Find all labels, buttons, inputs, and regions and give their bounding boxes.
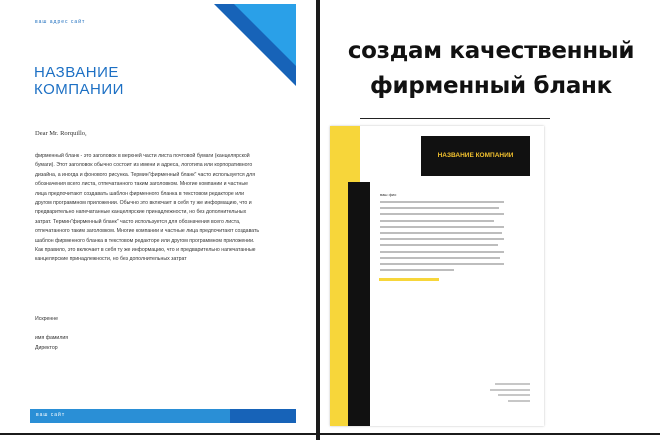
- vertical-divider: [318, 0, 320, 440]
- signer-name: имя фамилия: [35, 335, 69, 341]
- letterhead-sample: [0, 0, 318, 440]
- contact-line: [498, 394, 531, 396]
- sample-greeting: ваш фио: [380, 192, 397, 197]
- text-line: [380, 263, 504, 265]
- text-line: [380, 244, 498, 246]
- bottom-border: [0, 433, 660, 435]
- greeting: Dear Mr. Rorquillo,: [35, 130, 87, 137]
- address-text: ваш адрес сайт: [35, 19, 86, 25]
- footer-text: ваш сайт: [36, 412, 66, 418]
- contact-line: [508, 400, 531, 402]
- sample-text-lines: [380, 201, 504, 275]
- text-line: [380, 238, 504, 240]
- yellow-accent-line: [379, 278, 439, 281]
- text-line: [380, 220, 494, 222]
- promo-headline: [322, 34, 660, 104]
- text-line: [380, 257, 500, 259]
- headline-underline: [360, 118, 550, 119]
- contact-line: [495, 383, 530, 385]
- corner-triangle-light: [234, 4, 296, 66]
- signer-title: Директор: [35, 345, 58, 351]
- sample-document: [330, 126, 544, 426]
- footer-bar-accent: [230, 409, 296, 423]
- contact-lines: [480, 383, 530, 405]
- text-line: [380, 207, 499, 209]
- headline-line-1: создам качественный: [347, 38, 635, 64]
- text-line: [380, 226, 504, 228]
- text-line: [380, 251, 504, 253]
- text-line: [380, 201, 504, 203]
- company-name: НАЗВАНИЕ КОМПАНИИ: [34, 64, 124, 98]
- sample-company-name: НАЗВАНИЕ КОМПАНИИ: [437, 152, 514, 159]
- text-line: [380, 213, 504, 215]
- text-line: [380, 269, 454, 271]
- black-stripe: [348, 182, 370, 426]
- sign-off: Искренне: [35, 316, 58, 322]
- contact-line: [490, 389, 530, 391]
- headline-line-2: фирменный бланк: [370, 73, 612, 99]
- letter-body: фирменный бланк - это заголовок в верхней части листа почтовой бумаги (канцелярской бумаги). Этот заголовок обычно состоит из имени и адреса, логотипа или корпоративного дизайна, а иногда и фонового рисунка. Термин"фирменный бланк" часто используется для обозначения всего листа, отпечатанного таким заголовком. Многие компании и частные лица предпочитают создавать шаблон фирменного бланка в текстовом редакторе или другом программном приложении. Обычно это включает в себя ту же информацию, что и предварительно напечатанные канцелярские принадлежности, но без дополнительных затрат. Термин"фирменный бланк" часто используется для обозначения всего листа, отпечатанного таким заголовком. Многие компании и частные лица предпочитают создавать шаблон фирменного бланка в текстовом редакторе или другом программном приложении. Как правило, это включает в себя ту же информацию, что и предварительно напечатанные канцелярские принадлежности, но без дополнительных затрат: [35, 153, 260, 263]
- text-line: [380, 232, 502, 234]
